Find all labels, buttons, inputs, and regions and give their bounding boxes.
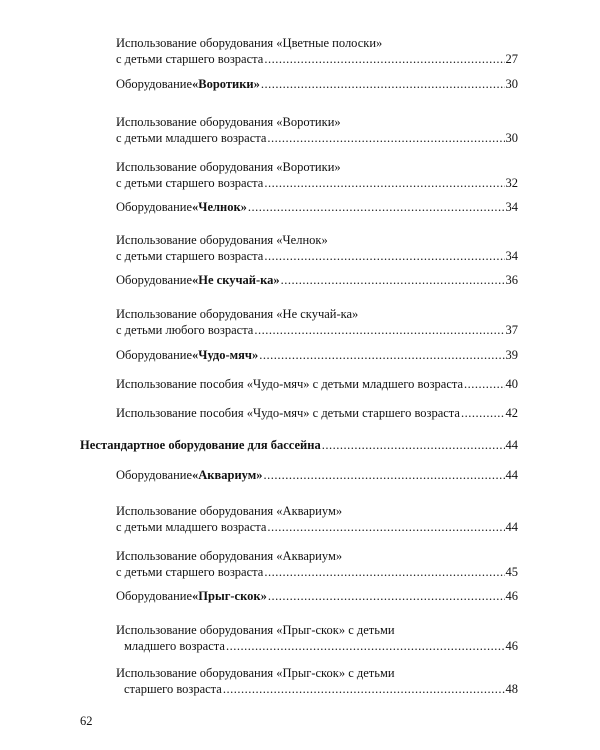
leader-dots — [264, 467, 505, 483]
leader-dots — [264, 175, 504, 191]
toc-entry-prefix: Оборудование — [116, 273, 193, 287]
toc-entry — [0, 114, 600, 146]
toc-entry-title-line1: Использование оборудования «Челнок» — [116, 233, 328, 247]
toc-entry-title-line2: с детьми любого возраста — [116, 323, 254, 337]
toc-entry — [0, 622, 600, 654]
leader-dots — [264, 248, 504, 264]
toc-entry — [0, 437, 600, 453]
toc-entry-prefix: Оборудование — [116, 348, 193, 362]
toc-entry-title-line2: с детьми старшего возраста — [116, 249, 264, 263]
toc-page-number: 44 — [505, 520, 518, 534]
leader-dots — [226, 638, 505, 654]
leader-dots — [461, 405, 505, 421]
leader-dots — [254, 322, 504, 338]
toc-entry — [0, 35, 600, 67]
leader-dots — [267, 130, 504, 146]
toc-entry-title-line2: младшего возраста — [124, 639, 225, 653]
toc-page-number: 37 — [505, 323, 518, 337]
toc-page-number: 40 — [505, 377, 518, 391]
toc-entry-prefix: Оборудование — [116, 77, 193, 91]
toc-entry — [0, 272, 600, 288]
leader-dots — [261, 76, 505, 92]
toc-entry — [0, 376, 600, 392]
toc-entry-title-line2: с детьми младшего возраста — [116, 131, 267, 145]
toc-entry-title: Использование пособия «Чудо-мяч» с детьми старшего возраста — [116, 406, 460, 420]
toc-entry-title-line2: с детьми младшего возраста — [116, 520, 267, 534]
toc-entry — [0, 405, 600, 421]
toc-entry — [0, 548, 600, 580]
toc-page-number: 36 — [505, 273, 518, 287]
toc-page-number: 45 — [505, 565, 518, 579]
toc-entry-title: Использование пособия «Чудо-мяч» с детьми младшего возраста — [116, 377, 464, 391]
toc-entry-title-line1: Использование оборудования «Прыг-скок» с детьми — [116, 666, 395, 680]
toc-entry-title-line2: старшего возраста — [124, 682, 222, 696]
toc-equipment-name: «Воротики» — [192, 77, 260, 91]
toc-entry-title-line2: с детьми старшего возраста — [116, 52, 264, 66]
toc-entry-title-line1: Использование оборудования «Аквариум» — [116, 504, 343, 518]
toc-entry — [0, 159, 600, 191]
page-number: 62 — [80, 714, 93, 728]
toc-entry — [0, 76, 600, 92]
leader-dots — [264, 51, 504, 67]
toc-entry-title-line2: с детьми старшего возраста — [116, 565, 264, 579]
toc-entry-prefix: Оборудование — [116, 468, 193, 482]
toc-page-number: 46 — [505, 639, 518, 653]
toc-entry-title-line1: Использование оборудования «Воротики» — [116, 160, 341, 174]
toc-page-number: 34 — [505, 249, 518, 263]
toc-entry-prefix: Оборудование — [116, 589, 193, 603]
leader-dots — [322, 437, 505, 453]
toc-page-number: 30 — [505, 131, 518, 145]
toc-page-number: 39 — [505, 348, 518, 362]
toc-entry — [0, 232, 600, 264]
toc-entry-title-line1: Использование оборудования «Не скучай-ка» — [116, 307, 359, 321]
toc-page-number: 44 — [505, 438, 518, 452]
toc-entry-title-line1: Использование оборудования «Цветные полоски» — [116, 36, 383, 50]
leader-dots — [264, 564, 504, 580]
toc-page-number: 34 — [505, 200, 518, 214]
toc-entry — [0, 347, 600, 363]
leader-dots — [248, 199, 505, 215]
toc-section-title: Нестандартное оборудование для бассейна — [80, 438, 321, 452]
leader-dots — [259, 347, 504, 363]
toc-page-number: 44 — [505, 468, 518, 482]
toc-page-number: 42 — [505, 406, 518, 420]
toc-equipment-name: «Челнок» — [192, 200, 247, 214]
toc-page-number: 30 — [505, 77, 518, 91]
toc-entry — [0, 199, 600, 215]
toc-entry-prefix: Оборудование — [116, 200, 193, 214]
toc-entry — [0, 588, 600, 604]
toc-entry — [0, 665, 600, 697]
toc-entry-title-line1: Использование оборудования «Воротики» — [116, 115, 341, 129]
toc-page-number: 27 — [505, 52, 518, 66]
leader-dots — [281, 272, 505, 288]
toc-entry — [0, 306, 600, 338]
toc-entry-title-line1: Использование оборудования «Прыг-скок» с детьми — [116, 623, 395, 637]
leader-dots — [267, 519, 504, 535]
toc-equipment-name: «Не скучай-ка» — [192, 273, 280, 287]
toc-equipment-name: «Аквариум» — [192, 468, 263, 482]
leader-dots — [223, 681, 505, 697]
toc-page-number: 48 — [505, 682, 518, 696]
toc-entry — [0, 503, 600, 535]
toc-equipment-name: «Прыг-скок» — [192, 589, 267, 603]
leader-dots — [464, 376, 504, 392]
toc-equipment-name: «Чудо-мяч» — [192, 348, 259, 362]
toc-entry-title-line2: с детьми старшего возраста — [116, 176, 264, 190]
leader-dots — [268, 588, 505, 604]
toc-page-number: 46 — [505, 589, 518, 603]
toc-page-number: 32 — [505, 176, 518, 190]
toc-entry-title-line1: Использование оборудования «Аквариум» — [116, 549, 343, 563]
toc-entry — [0, 467, 600, 483]
